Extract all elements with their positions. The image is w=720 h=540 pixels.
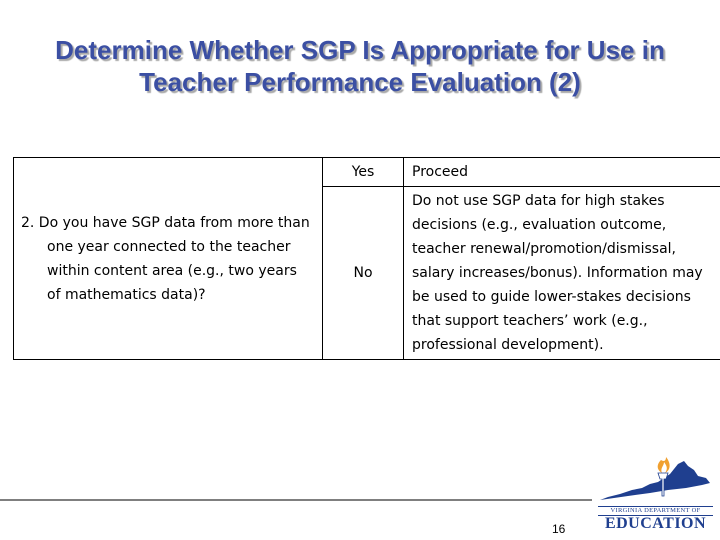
virginia-map-torch-icon	[598, 452, 713, 508]
action-cell-yes	[404, 158, 720, 187]
logo-education-word: EDUCATION	[604, 515, 707, 532]
question-text: 2. Do you have SGP data from more than one year connected to the teacher within content area (e.g., two years of mathematics data)?	[21, 214, 310, 303]
footer-divider	[0, 499, 592, 501]
action-cell-no	[404, 187, 720, 360]
answer-cell-yes: Yes	[323, 158, 404, 187]
logo-department-name: VIRGINIA DEPARTMENT OF	[598, 506, 713, 516]
decision-table	[13, 157, 720, 360]
virginia-doe-logo	[598, 452, 713, 534]
slide-title-line-2: Teacher Performance Evaluation (2)	[139, 67, 581, 97]
slide-title	[20, 34, 700, 98]
page-number: 16	[552, 522, 566, 536]
question-cell	[14, 158, 323, 360]
action-text-no: Do not use SGP data for high stakes decisions (e.g., evaluation outcome, teacher renewal/promotion/dismissal, salary increases/bonus). Information may be used to guide lower-stakes decisions that support teachers’ work (e.g., professional development).	[412, 193, 703, 353]
table-row-yes	[14, 158, 720, 187]
slide-title-line-1: Determine Whether SGP Is Appropriate for Use in	[55, 35, 665, 65]
answer-cell-no: No	[323, 187, 404, 360]
action-text-yes: Proceed	[412, 164, 469, 180]
